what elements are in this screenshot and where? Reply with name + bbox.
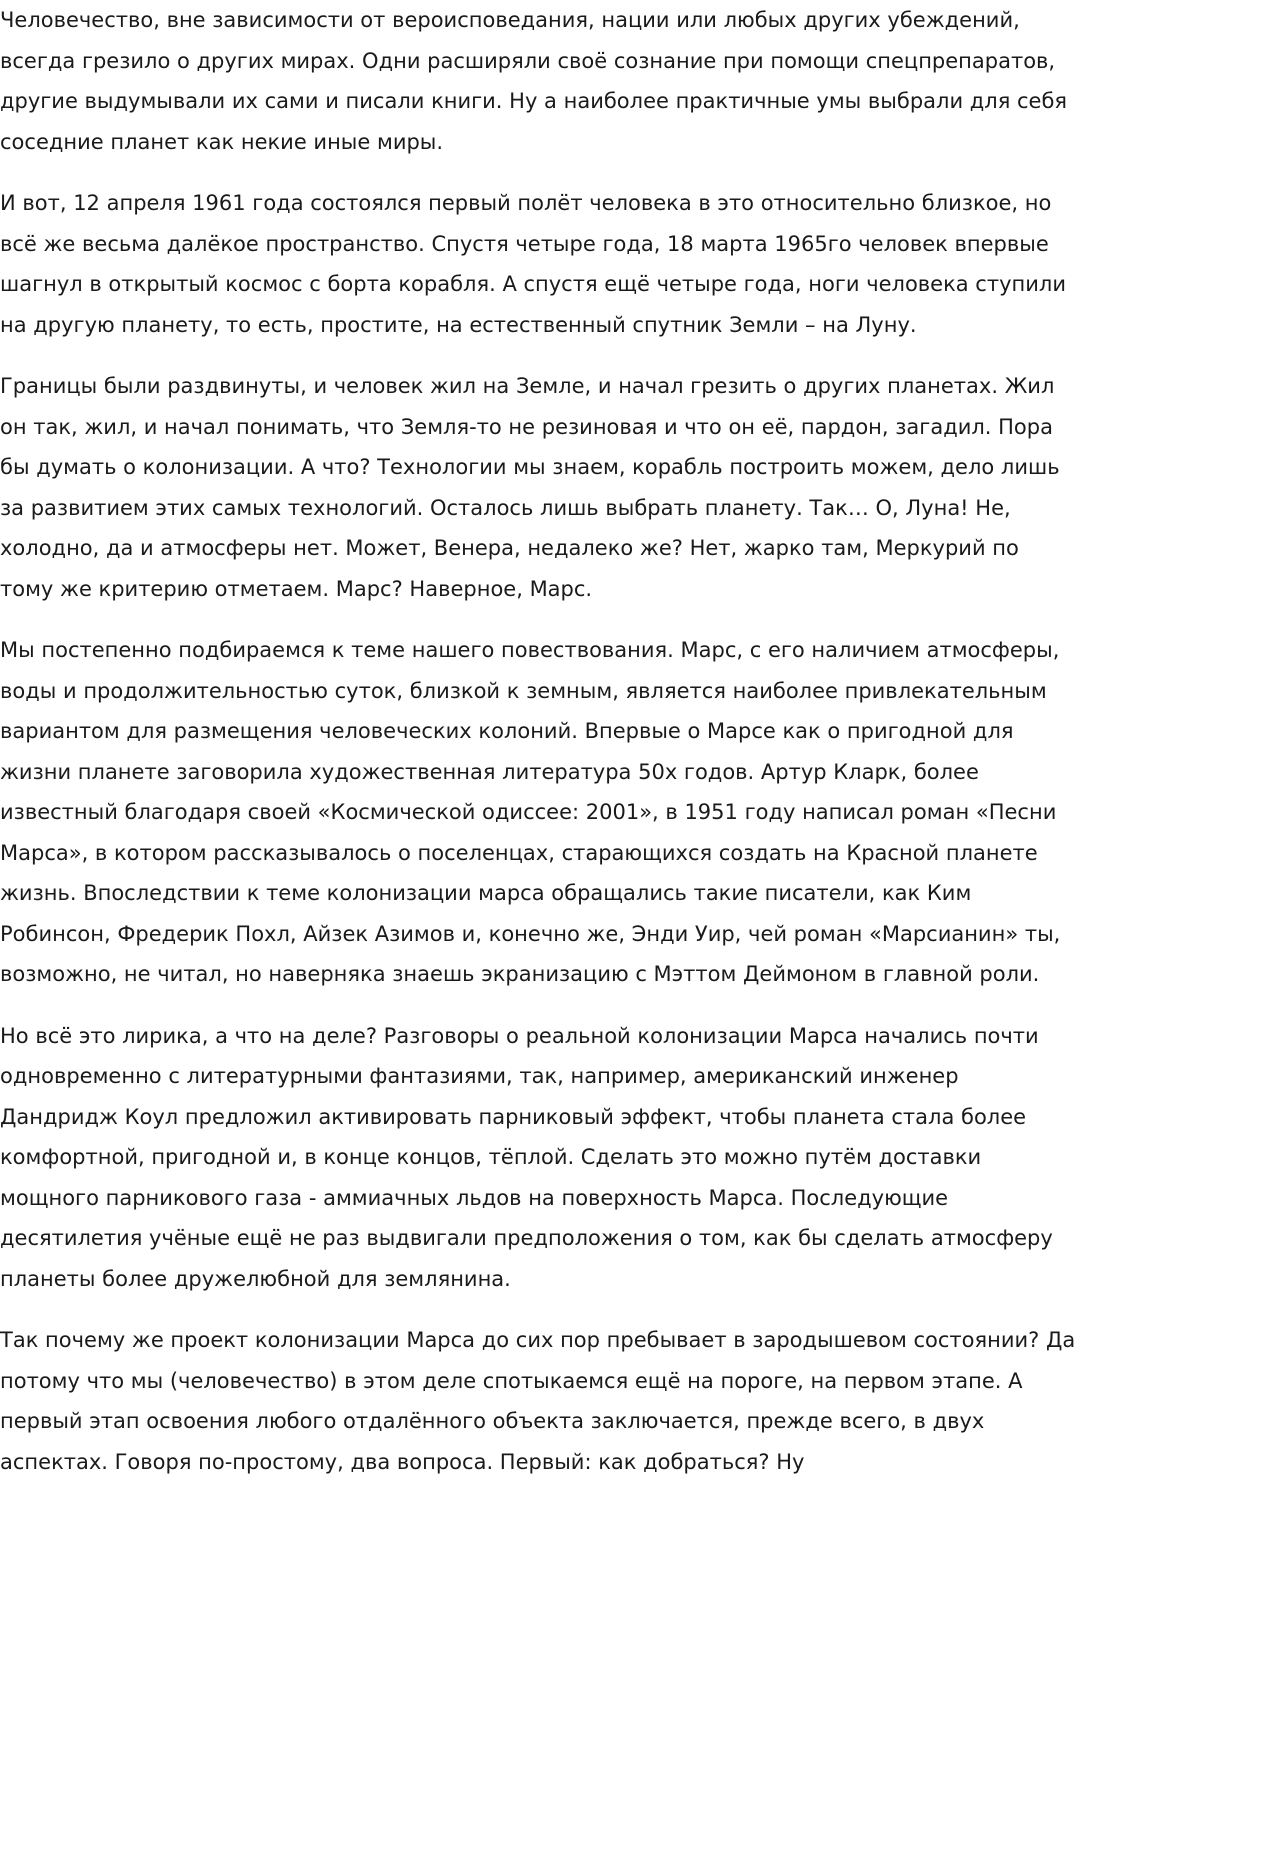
paragraph-mars-literature: Мы постепенно подбираемся к теме нашего повествования. Марс, с его наличием атмосферы, воды и продолжительностью суток, близкой к земным, является наиболее привлекательным вариантом для размещения человеческих колоний. Впервые о Марсе как о пригодной для жизни планете заговорила художественная литература 50х годов. Артур Кларк, более известный благодаря своей «Космической одиссее: 2001», в 1951 году написал роман «Песни Марса», в котором рассказывалось о поселенцах, старающихся создать на Красной планете жизнь. Впоследствии к теме колонизации марса обращались такие писатели, как Ким Робинсон, Фредерик Похл, Айзек Азимов и, конечно же, Энди Уир, чей роман «Марсианин» ты, возможно, не читал, но наверняка знаешь экранизацию с Мэттом Деймоном в главной роли. [0, 638, 1061, 986]
paragraph-boundaries: Границы были раздвинуты, и человек жил на Земле, и начал грезить о других планетах. Жил он так, жил, и начал понимать, что Земля-то не резиновая и что он её, пардон, загадил. Пора бы думать о колонизации. А что? Технологии мы знаем, корабль построить можем, дело лишь за развитием этих самых технологий. Осталось лишь выбрать планету. Так… О, Луна! Не, холодно, да и атмосферы нет. Может, Венера, недалеко же? Нет, жарко там, Меркурий по тому же критерию отметаем. Марс? Наверное, Марс. [0, 374, 1060, 601]
paragraph-why-embryonic: Так почему же проект колонизации Марса до сих пор пребывает в зародышевом состоянии? Да потому что мы (человечество) в этом деле спотыкаемся ещё на пороге, на первом этапе. А первый этап освоения любого отдалённого объекта заключается, прежде всего, в двух аспектах. Говоря по-простому, два вопроса. Первый: как добраться? Ну [0, 1328, 1076, 1474]
paragraph-first-flight: И вот, 12 апреля 1961 года состоялся первый полёт человека в это относительно близкое, но всё же весьма далёкое пространство. Спустя четыре года, 18 марта 1965го человек впервые шагнул в открытый космос с борта корабля. А спустя ещё четыре года, ноги человека ступили на другую планету, то есть, простите, на естественный спутник Земли – на Луну. [0, 191, 1066, 337]
paragraph-real-colonization: Но всё это лирика, а что на деле? Разговоры о реальной колонизации Марса начались почти одновременно с литературными фантазиями, так, например, американский инженер Дандридж Коул предложил активировать парниковый эффект, чтобы планета стала более комфортной, пригодной и, в конце концов, тёплой. Сделать это можно путём доставки мощного парникового газа - аммиачных льдов на поверхность Марса. Последующие десятилетия учёные ещё не раз выдвигали предположения о том, как бы сделать атмосферу планеты более дружелюбной для землянина. [0, 1023, 1053, 1291]
paragraph-intro: Человечество, вне зависимости от вероисповедания, нации или любых других убеждений, всегда грезило о других мирах. Одни расширяли своё сознание при помощи спецпрепаратов, другие выдумывали их сами и писали книги. Ну а наиболее практичные умы выбрали для себя соседние планет как некие иные миры. [0, 8, 1068, 154]
